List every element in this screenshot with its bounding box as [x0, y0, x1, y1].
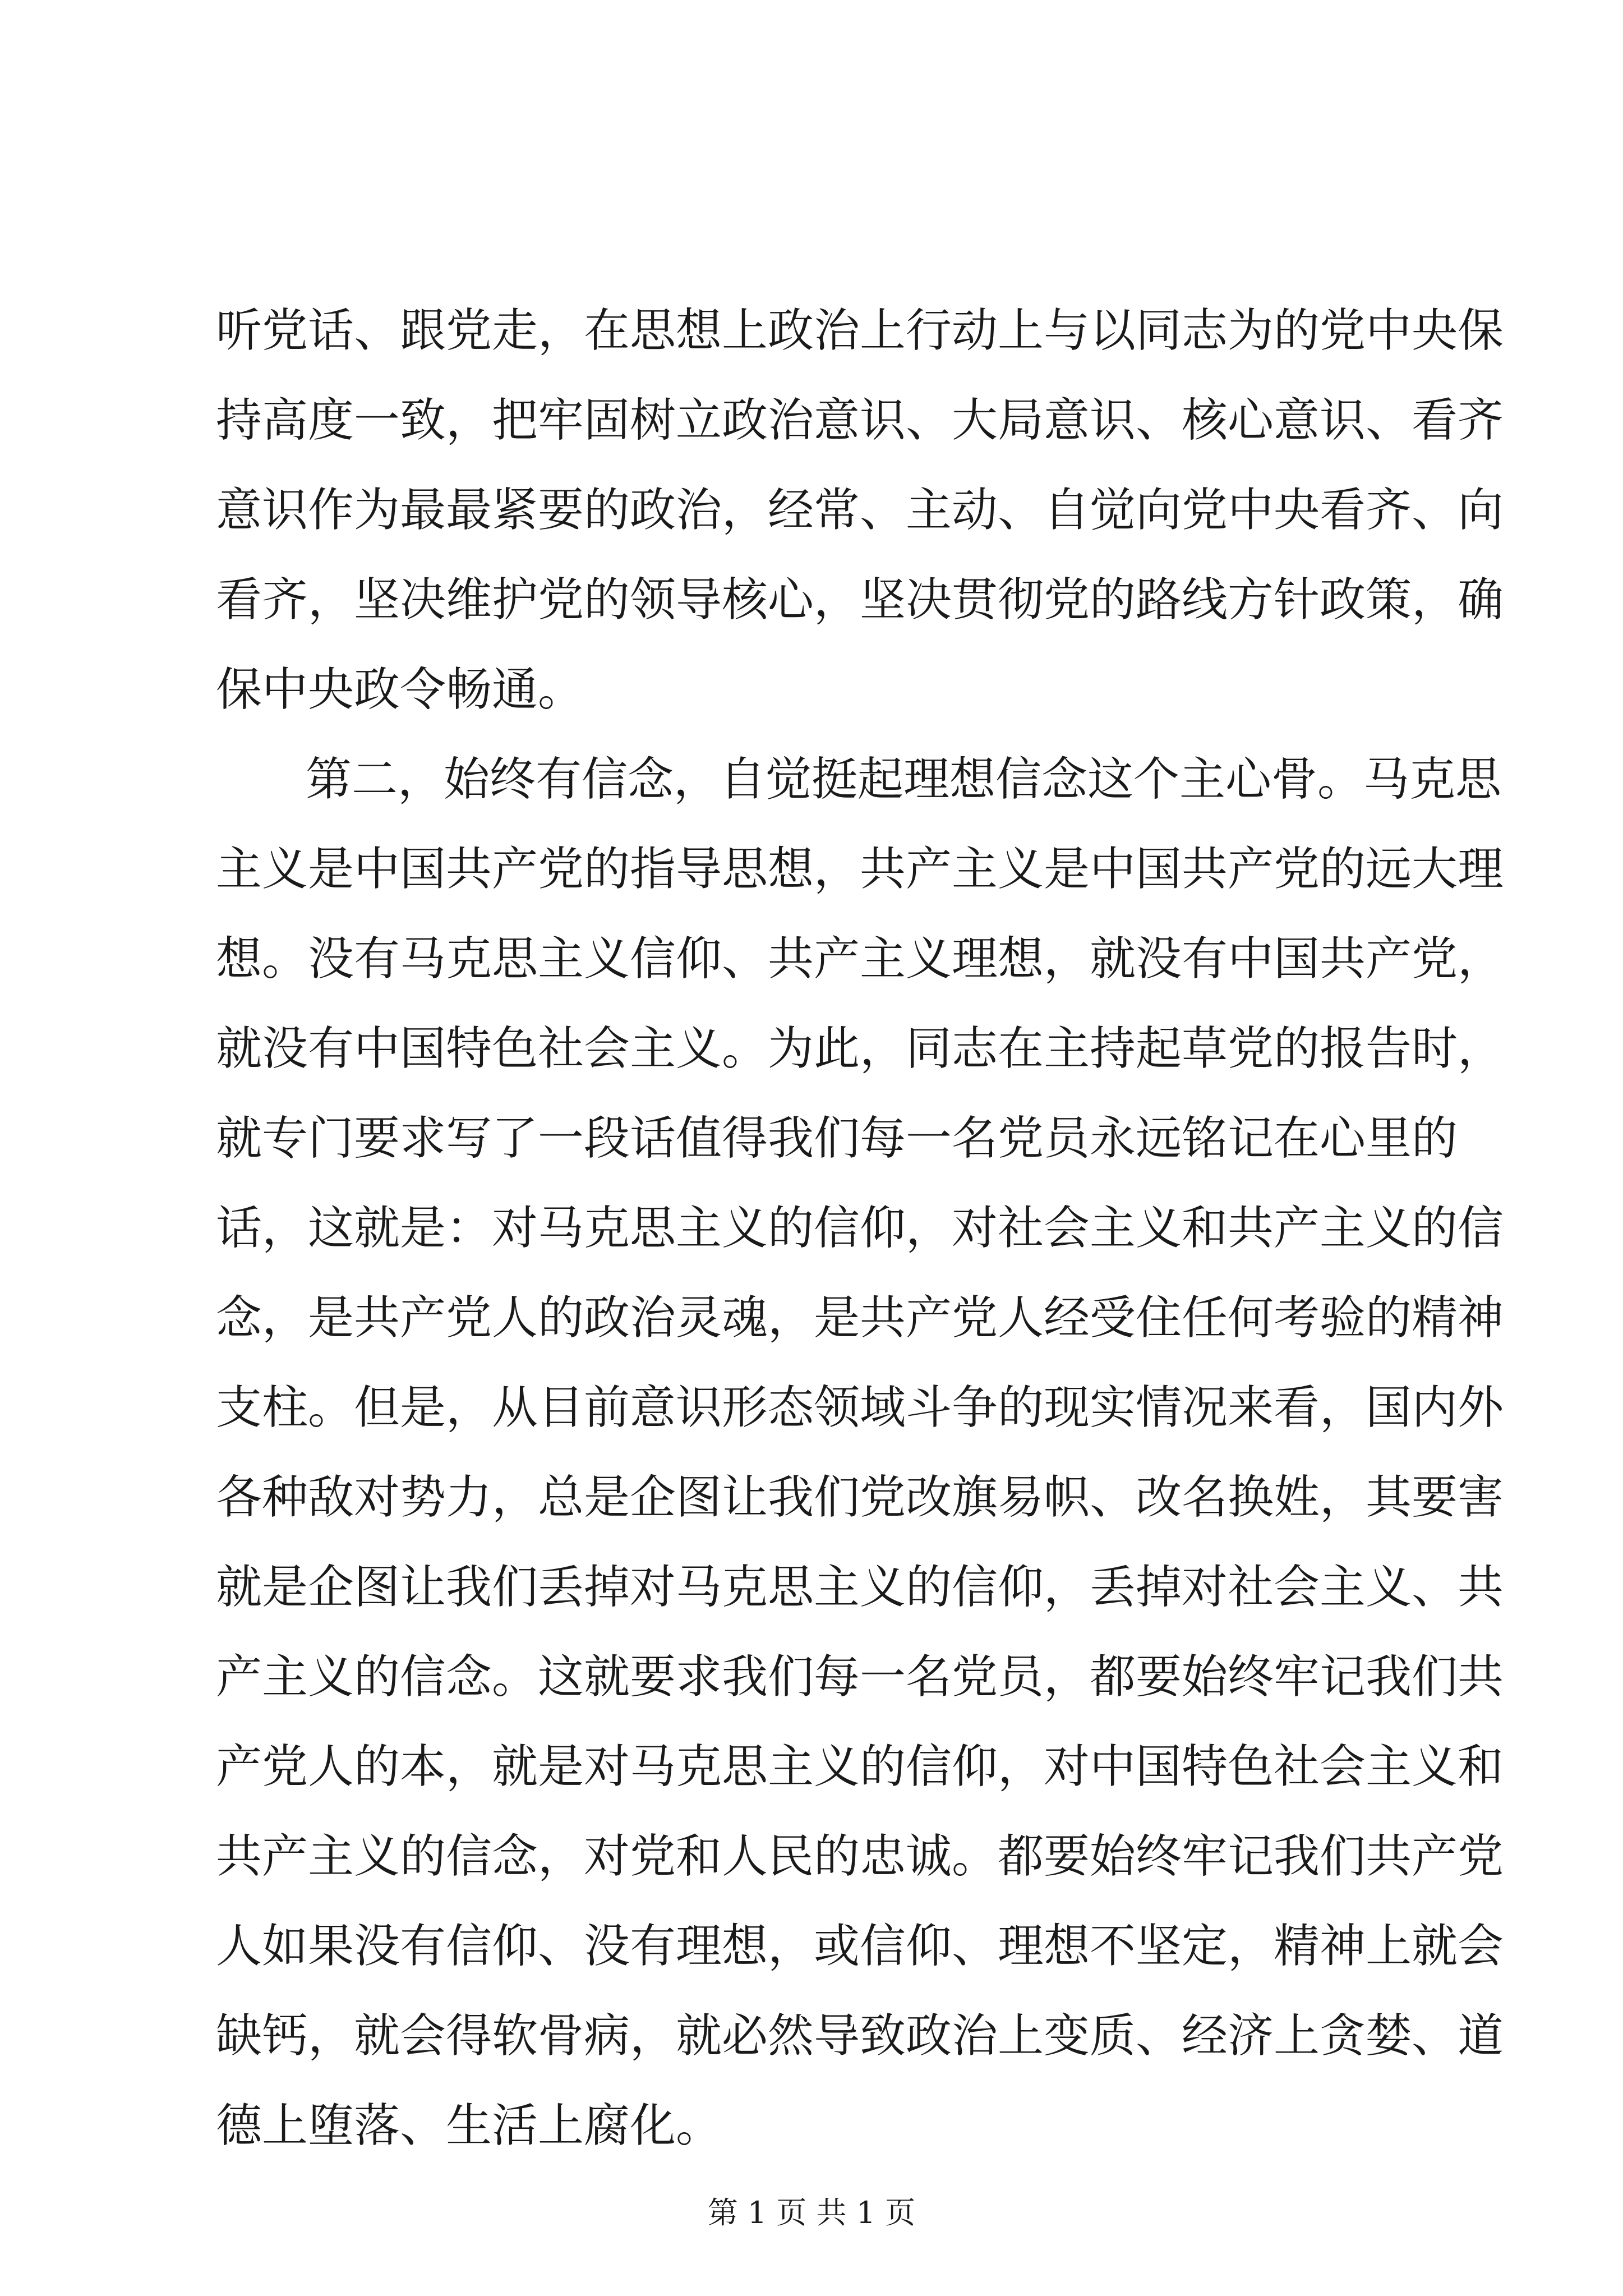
- text-line: 话，这就是：对马克思主义的信仰，对社会主义和共产主义的信: [216, 1202, 1504, 1255]
- text-line: 就是企图让我们丢掉对马克思主义的信仰，丢掉对社会主义、共: [216, 1561, 1504, 1614]
- page-number-footer: 第 1 页 共 1 页: [707, 2195, 916, 2230]
- text-line: 听党话、跟党走，在思想上政治上行动上与以同志为的党中央保: [216, 304, 1504, 357]
- paragraph-first-line: 第二，始终有信念，自觉挺起理想信念这个主心骨。马克思: [306, 753, 1502, 806]
- text-line: 就没有中国特色社会主义。为此，同志在主持起草党的报告时，: [216, 1022, 1504, 1075]
- text-line: 主义是中国共产党的指导思想，共产主义是中国共产党的远大理: [216, 843, 1504, 896]
- text-line: 就专门要求写了一段话值得我们每一名党员永远铭记在心里的: [216, 1112, 1458, 1165]
- text-line: 缺钙，就会得软骨病，就必然导致政治上变质、经济上贪婪、道: [216, 2009, 1504, 2063]
- text-line: 念，是共产党人的政治灵魂，是共产党人经受住任何考验的精神: [216, 1291, 1504, 1345]
- text-line: 人如果没有信仰、没有理想，或信仰、理想不坚定，精神上就会: [216, 1920, 1504, 1973]
- text-line: 意识作为最最紧要的政治，经常、主动、自觉向党中央看齐、向: [216, 484, 1504, 537]
- text-line: 产主义的信念。这就要求我们每一名党员，都要始终牢记我们共: [216, 1650, 1504, 1704]
- text-line: 看齐，坚决维护党的领导核心，坚决贯彻党的路线方针政策，确: [216, 573, 1504, 627]
- text-line: 保中央政令畅通。: [216, 663, 584, 716]
- text-line: 支柱。但是，从目前意识形态领域斗争的现实情况来看，国内外: [216, 1381, 1504, 1434]
- text-line: 想。没有马克思主义信仰、共产主义理想，就没有中国共产党，: [216, 932, 1504, 986]
- text-line: 持高度一致，把牢固树立政治意识、大局意识、核心意识、看齐: [216, 394, 1504, 447]
- text-line: 德上堕落、生活上腐化。: [216, 2099, 722, 2152]
- text-line: 共产主义的信念，对党和人民的忠诚。都要始终牢记我们共产党: [216, 1830, 1504, 1883]
- text-line: 各种敌对势力，总是企图让我们党改旗易帜、改名换姓，其要害: [216, 1471, 1504, 1524]
- text-line: 产党人的本，就是对马克思主义的信仰，对中国特色社会主义和: [216, 1740, 1504, 1793]
